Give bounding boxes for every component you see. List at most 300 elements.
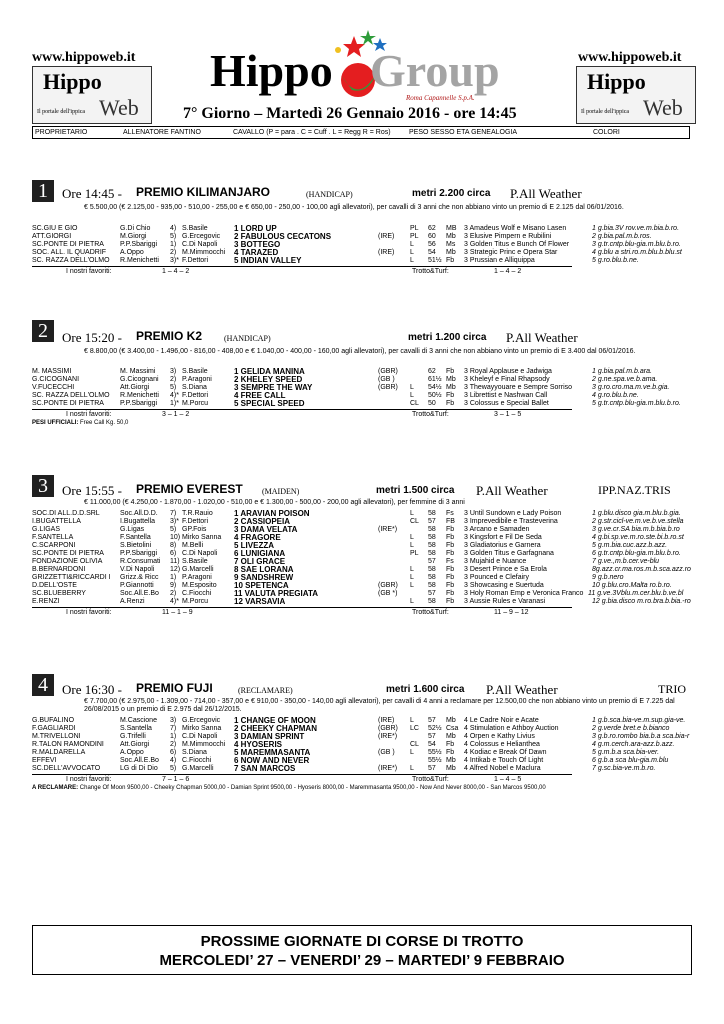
runner-weight: 62 bbox=[428, 225, 436, 232]
runner-row[interactable] bbox=[32, 534, 692, 542]
runner-colors: 6 g.b.a sca blu-gia.m.blu bbox=[592, 757, 669, 764]
next-race-days-banner bbox=[32, 925, 692, 975]
runner-weight: 57 bbox=[428, 590, 436, 597]
favorites-label: I nostri favoriti: bbox=[66, 268, 112, 275]
day-title: 7° Giorno – Martedì 26 Gennaio 2016 - ore 14:45 bbox=[183, 105, 517, 122]
race-time: Ore 15:55 - bbox=[62, 483, 122, 498]
runner-genealogy: 3 Until Sundown e Lady Poison bbox=[464, 510, 562, 517]
runner-draw: 8) bbox=[170, 542, 177, 549]
runner-sex: Fb bbox=[446, 392, 455, 399]
logo-hippo-text: Hippo bbox=[587, 69, 646, 94]
runner-genealogy: 4 Colossus e Helianthea bbox=[464, 741, 540, 748]
runner-origin: (GB ) bbox=[378, 376, 395, 383]
runner-draw: 2) bbox=[170, 741, 177, 748]
runner-equipment: L bbox=[410, 566, 414, 573]
favorites-label: I nostri favoriti: bbox=[66, 411, 112, 418]
race-number: 3 bbox=[32, 475, 54, 497]
runner-row[interactable] bbox=[32, 249, 692, 257]
runner-draw: 6) bbox=[170, 550, 177, 557]
runner-genealogy: 3 Showcasing e Suertuda bbox=[464, 582, 544, 589]
runner-colors: 10 g.blu.cro.Malta ro.b.ro. bbox=[592, 582, 672, 589]
runner-owner: G.CICOGNANI bbox=[32, 376, 80, 383]
runner-origin: (GBR) bbox=[378, 368, 398, 375]
race-bet: IPP.NAZ.TRIS bbox=[598, 483, 671, 497]
runner-draw: 7) bbox=[170, 725, 177, 732]
runner-weight: 62 bbox=[428, 368, 436, 375]
runner-weight: 58 bbox=[428, 534, 436, 541]
hippoweb-logo-right bbox=[576, 66, 696, 124]
favorites-tt-label: Trotto&Turf: bbox=[412, 776, 449, 783]
runner-genealogy: 4 Le Cadre Noir e Acate bbox=[464, 717, 539, 724]
runner-row[interactable] bbox=[32, 518, 692, 526]
runner-sex: Fb bbox=[446, 749, 455, 756]
race-note bbox=[32, 419, 128, 427]
runner-row[interactable] bbox=[32, 725, 692, 733]
runner-weight: 58 bbox=[428, 510, 436, 517]
runner-origin: (IRE) bbox=[378, 233, 395, 240]
runner-row[interactable] bbox=[32, 550, 692, 558]
runner-weight: 51½ bbox=[428, 257, 442, 264]
race-name: PREMIO K2 bbox=[136, 329, 203, 343]
runner-sex: Fb bbox=[446, 368, 455, 375]
runner-jockey: F.Dettori bbox=[182, 257, 209, 264]
runner-weight: 58 bbox=[428, 526, 436, 533]
favorites-our-picks: 3 – 1 – 2 bbox=[162, 411, 190, 418]
col-weight-header: PESO SESSO ETA GENEALOGIA bbox=[409, 129, 518, 136]
runner-weight: 60 bbox=[428, 233, 436, 240]
runner-colors: 7 g.sc.bia-ve.m.b.ro. bbox=[592, 765, 656, 772]
runner-sex: Fb bbox=[446, 534, 455, 541]
runner-genealogy: 4 Stimulation e Athboy Auction bbox=[464, 725, 559, 732]
runner-horse: 3 DAMA VELATA bbox=[234, 525, 298, 534]
runner-equipment: L bbox=[410, 582, 414, 589]
runner-horse: 1 ARAVIAN POISON bbox=[234, 509, 310, 518]
runner-sex: Fb bbox=[446, 590, 455, 597]
runner-genealogy: 3 Desert Prince e Sa Erola bbox=[464, 566, 547, 573]
logo-portal-text: Il portale dell'ippica bbox=[581, 109, 630, 115]
runner-colors: 2 g.bia.pal.m.b.ros. bbox=[592, 233, 652, 240]
runner-genealogy: 3 Royal Applause e Jadwiga bbox=[464, 368, 552, 375]
runner-row[interactable] bbox=[32, 510, 692, 518]
runner-genealogy: 3 Aussie Rules e Varanasi bbox=[464, 598, 546, 605]
runner-horse: 7 OLI GRACE bbox=[234, 557, 286, 566]
runner-row[interactable] bbox=[32, 225, 692, 233]
race-note-label: PESI UFFICIALI: bbox=[32, 420, 79, 426]
runner-jockey: S.Basile bbox=[182, 368, 208, 375]
runner-owner: G.BUFALINO bbox=[32, 717, 75, 724]
runner-owner: M.TRIVELLONI bbox=[32, 733, 81, 740]
runner-owner: SC.PONTE DI PIETRA bbox=[32, 550, 104, 557]
runner-trainer: G.Trifelli bbox=[120, 733, 146, 740]
runner-weight: 57 bbox=[428, 733, 436, 740]
favorites-row bbox=[32, 409, 572, 419]
runner-draw: 2) bbox=[170, 249, 177, 256]
runner-horse: 4 FRAGORE bbox=[234, 533, 281, 542]
runner-draw: 10) bbox=[170, 534, 181, 541]
race-surface: P.All Weather bbox=[506, 330, 578, 345]
runner-trainer: F.Santella bbox=[120, 534, 151, 541]
runner-jockey: S.Diana bbox=[182, 749, 207, 756]
runner-owner: FONDAZIONE OLIVIA bbox=[32, 558, 103, 565]
runner-trainer: Soc.All.E.Bo bbox=[120, 590, 159, 597]
race-number: 4 bbox=[32, 674, 54, 696]
runner-colors: 11 g.ve.3Vblu.m.cer.blu.b.ve.bl bbox=[588, 590, 684, 597]
runner-colors: 1 g.bia.pal.m.b.ara. bbox=[592, 368, 652, 375]
runner-genealogy: 3 Pounced e Clefairy bbox=[464, 574, 529, 581]
runner-trainer: M.Giorgi bbox=[120, 233, 147, 240]
brand-group-text: Group bbox=[370, 45, 500, 96]
favorites-tt-label: Trotto&Turf: bbox=[412, 268, 449, 275]
runner-weight: 52½ bbox=[428, 725, 442, 732]
runner-horse: 1 GELIDA MANINA bbox=[234, 367, 305, 376]
runner-row[interactable] bbox=[32, 400, 692, 408]
runner-row[interactable] bbox=[32, 733, 692, 741]
runner-genealogy: 3 Thewayyouare e Sempre Sorriso bbox=[464, 384, 573, 391]
favorites-tt-label: Trotto&Turf: bbox=[412, 411, 449, 418]
brand-hippo-text: Hippo bbox=[210, 45, 333, 96]
runner-horse: 1 CHANGE OF MOON bbox=[234, 716, 316, 725]
runner-jockey: P.Aragoni bbox=[182, 376, 212, 383]
runner-origin: (GBR) bbox=[378, 384, 398, 391]
runner-owner: GRIZZETTI&RICCARDI I bbox=[32, 574, 111, 581]
runner-owner: F.GAGLIARDI bbox=[32, 725, 76, 732]
race-note bbox=[32, 784, 546, 792]
runner-colors: 4 g.bi.sp.ve.m.ro.ste.bi.b.ro.st bbox=[592, 534, 684, 541]
runner-draw: 4) bbox=[170, 757, 177, 764]
runner-genealogy: 4 Kodiac e Break Of Dawn bbox=[464, 749, 547, 756]
runner-row[interactable] bbox=[32, 749, 692, 757]
favorites-our-picks: 1 – 4 – 2 bbox=[162, 268, 190, 275]
runner-row[interactable] bbox=[32, 582, 692, 590]
runner-row[interactable] bbox=[32, 392, 692, 400]
runner-row[interactable] bbox=[32, 765, 692, 773]
brand-subtitle: Roma Capannelle S.p.A. bbox=[406, 94, 475, 102]
runner-trainer: G.Cicognani bbox=[120, 376, 159, 383]
runner-owner: SOC.DI ALL.D.D.SRL bbox=[32, 510, 100, 517]
logo-web-text: Web bbox=[99, 95, 139, 120]
runner-trainer: Grizz.& Ricc bbox=[120, 574, 159, 581]
runner-owner: SC. RAZZA DELL'OLMO bbox=[32, 392, 110, 399]
runner-jockey: G.Marcelli bbox=[182, 765, 214, 772]
runner-row[interactable] bbox=[32, 558, 692, 566]
runner-jockey: M.Porcu bbox=[182, 598, 209, 605]
runner-sex: MB bbox=[446, 225, 457, 232]
runner-trainer: S.Santella bbox=[120, 725, 152, 732]
runner-jockey: M.Porcu bbox=[182, 400, 209, 407]
race-bet: TRIO bbox=[658, 682, 686, 696]
runner-jockey: Mirko Sanna bbox=[182, 534, 222, 541]
col-owner-header: PROPRIETARIO bbox=[35, 129, 88, 136]
runner-genealogy: 3 Kingsfort e Fil De Seda bbox=[464, 534, 542, 541]
runner-genealogy: 3 Elusive Pimpern e Rubilini bbox=[464, 233, 552, 240]
runner-horse: 2 CHEEKY CHAPMAN bbox=[234, 724, 317, 733]
runner-genealogy: 3 Librettist e Nashwan Call bbox=[464, 392, 548, 399]
runner-origin: (GBR) bbox=[378, 582, 398, 589]
runner-owner: R.MALDARELLA bbox=[32, 749, 86, 756]
runner-horse: 2 CASSIOPEIA bbox=[234, 517, 291, 526]
runner-row[interactable] bbox=[32, 566, 692, 574]
runner-horse: 4 FREE CALL bbox=[234, 391, 286, 400]
runner-row[interactable] bbox=[32, 717, 692, 725]
runner-trainer: Soc.All.E.Bo bbox=[120, 757, 159, 764]
runner-trainer: A.Oppo bbox=[120, 749, 144, 756]
runner-horse: 4 HYOSERIS bbox=[234, 740, 283, 749]
runner-equipment: L bbox=[410, 241, 414, 248]
runner-sex: Mb bbox=[446, 765, 456, 772]
runner-jockey: S.Diana bbox=[182, 384, 207, 391]
race-note-text: Change Of Moon 9500,00 - Cheeky Chapman 5000,00 - Damian Sprint 9500,00 - Hyoseris 8000,00 - Maremmasanta 9500,00 - Now And Never 8000,00 - San Marcos 9500,00 bbox=[78, 785, 546, 791]
runner-jockey: T.R.Rauio bbox=[182, 510, 213, 517]
runner-owner: SC.BLUEBERRY bbox=[32, 590, 86, 597]
runner-row[interactable] bbox=[32, 241, 692, 249]
favorites-our-picks: 11 – 1 – 9 bbox=[162, 609, 193, 616]
runner-draw: 4)* bbox=[170, 598, 179, 605]
runner-horse: 6 LUNIGIANA bbox=[234, 549, 286, 558]
runner-horse: 3 BOTTEGO bbox=[234, 240, 281, 249]
runner-sex: Fb bbox=[446, 598, 455, 605]
runner-trainer: S.Bietolini bbox=[120, 542, 152, 549]
runner-row[interactable] bbox=[32, 757, 692, 765]
favorites-tt-picks: 11 – 9 – 12 bbox=[494, 609, 529, 616]
runner-row[interactable] bbox=[32, 598, 692, 606]
runner-trainer: Att.Giorgi bbox=[120, 384, 150, 391]
runner-colors: 3 g.ve.cr.SA bia.m.b.bia.b.ro bbox=[592, 526, 680, 533]
runner-weight: 56 bbox=[428, 241, 436, 248]
runner-trainer: P.P.Sbariggi bbox=[120, 400, 158, 407]
race-surface: P.All Weather bbox=[510, 186, 582, 201]
race-2 bbox=[32, 320, 692, 440]
race-prize: € 8.800,00 (€ 3.400,00 - 1.496,00 - 816,00 - 408,00 e € 1.040,00 - 400,00 - 160,00 agli allevatori), per cavalli di 3 anni che non abbiano vinto un premio di E 3.400 dal 06/01/2016. bbox=[84, 348, 636, 355]
runner-horse: 4 TARAZED bbox=[234, 248, 279, 257]
runner-trainer: P.P.Sbariggi bbox=[120, 550, 158, 557]
runner-colors: 4 g.blu a stri.ro.m.blu.b.blu.st bbox=[592, 249, 682, 256]
favorites-row bbox=[32, 774, 572, 784]
runner-row[interactable] bbox=[32, 368, 692, 376]
runner-genealogy: 3 Imprevedibile e Trasteverina bbox=[464, 518, 558, 525]
runner-trainer: P.P.Sbariggi bbox=[120, 241, 158, 248]
site-url-left[interactable]: www.hippoweb.it bbox=[32, 50, 136, 65]
runner-draw: 2) bbox=[170, 590, 177, 597]
runner-genealogy: 3 Mujahid e Nuance bbox=[464, 558, 527, 565]
runner-row[interactable] bbox=[32, 542, 692, 550]
runner-weight: 50 bbox=[428, 400, 436, 407]
hippogroup-logo bbox=[210, 28, 520, 104]
runner-trainer: G.Ligas bbox=[120, 526, 145, 533]
favorites-label: I nostri favoriti: bbox=[66, 609, 112, 616]
runner-trainer: P.Giannotti bbox=[120, 582, 154, 589]
column-header-bar bbox=[32, 126, 690, 139]
runner-colors: 3 g.ro.cro.ma.m.ve.b.gia. bbox=[592, 384, 670, 391]
favorites-row bbox=[32, 266, 572, 276]
runner-row[interactable] bbox=[32, 590, 692, 598]
runner-draw: 2) bbox=[170, 376, 177, 383]
race-4 bbox=[32, 674, 692, 814]
runner-equipment: L bbox=[410, 765, 414, 772]
runner-equipment: L bbox=[410, 717, 414, 724]
runner-row[interactable] bbox=[32, 574, 692, 582]
runner-draw: 3)* bbox=[170, 518, 179, 525]
runner-horse: 3 SEMPRE THE WAY bbox=[234, 383, 313, 392]
race-distance: metri 2.200 circa bbox=[412, 188, 491, 199]
runner-weight: 58 bbox=[428, 566, 436, 573]
runner-draw: 5) bbox=[170, 233, 177, 240]
runner-horse: 10 SPETENCA bbox=[234, 581, 289, 590]
runner-trainer: R.Menichetti bbox=[120, 392, 159, 399]
runner-jockey: M.Mimmocchi bbox=[182, 741, 226, 748]
runner-horse: 2 KHELEY SPEED bbox=[234, 375, 303, 384]
race-type: (HANDICAP) bbox=[306, 190, 353, 199]
runner-colors: 6 g.tr.cntp.blu-gia.m.blu.b.ro. bbox=[592, 550, 681, 557]
col-trainer-header: ALLENATORE FANTINO bbox=[123, 129, 201, 136]
runner-horse: 2 FABULOUS CECATONS bbox=[234, 232, 332, 241]
runner-jockey: Mirko Sanna bbox=[182, 725, 222, 732]
runner-draw: 4)* bbox=[170, 392, 179, 399]
runner-owner: D.DELL'OSTE bbox=[32, 582, 77, 589]
runner-owner: SC.DELL'AVVOCATO bbox=[32, 765, 101, 772]
runner-trainer: I.Bugattella bbox=[120, 518, 156, 525]
runner-genealogy: 3 Golden Titus e Bunch Of Flower bbox=[464, 241, 570, 248]
runner-sex: Mb bbox=[446, 376, 456, 383]
site-url-right[interactable]: www.hippoweb.it bbox=[578, 50, 682, 65]
runner-genealogy: 3 Prussian e Alliquippa bbox=[464, 257, 535, 264]
runner-jockey: C.Fiocchi bbox=[182, 590, 212, 597]
runner-sex: Mb bbox=[446, 384, 456, 391]
runner-draw: 3) bbox=[170, 717, 177, 724]
runner-weight: 58 bbox=[428, 542, 436, 549]
runner-owner: SC.GIU E GIO bbox=[32, 225, 78, 232]
race-name: PREMIO FUJI bbox=[136, 681, 213, 695]
favorites-tt-picks: 1 – 4 – 5 bbox=[494, 776, 522, 783]
runner-jockey: F.Dettori bbox=[182, 392, 209, 399]
race-prize: € 5.500,00 (€ 2.125,00 - 935,00 - 510,00 - 255,00 e € 650,00 - 250,00 - 100,00 agli allevatori), per cavalli di 3 anni che non abbiano vinto un premio di E 2.125 dal 06/01/2016. bbox=[84, 204, 624, 211]
runner-sex: Mb bbox=[446, 733, 456, 740]
runner-row[interactable] bbox=[32, 233, 692, 241]
runner-sex: Fb bbox=[446, 257, 455, 264]
runner-row[interactable] bbox=[32, 257, 692, 265]
runner-horse: 3 DAMIAN SPRINT bbox=[234, 732, 305, 741]
runner-equipment: L bbox=[410, 257, 414, 264]
race-time: Ore 14:45 - bbox=[62, 186, 122, 201]
runner-colors: 4 g.m.cerch.ara-azz.b.azz. bbox=[592, 741, 675, 748]
runner-row[interactable] bbox=[32, 376, 692, 384]
banner-line-2: MERCOLEDI’ 27 – VENERDI’ 29 – MARTEDI’ 9 FEBBRAIO bbox=[159, 952, 565, 969]
runner-equipment: PL bbox=[410, 233, 419, 240]
runner-colors: 2 g.ne.spa.ve.b.ama. bbox=[592, 376, 658, 383]
runner-draw: 11) bbox=[170, 558, 180, 565]
runner-owner: SC. RAZZA DELL'OLMO bbox=[32, 257, 110, 264]
runner-sex: Fb bbox=[446, 550, 455, 557]
runner-trainer: M.Cascione bbox=[120, 717, 157, 724]
runner-colors: 1 g.bia.3V rov.ve.m.bia.b.ro. bbox=[592, 225, 680, 232]
runner-owner: R.TALON RAMONDINI bbox=[32, 741, 104, 748]
runner-jockey: C.Fiocchi bbox=[182, 757, 212, 764]
runner-sex: Ms bbox=[446, 241, 456, 248]
runner-draw: 7) bbox=[170, 510, 177, 517]
runner-draw: 5) bbox=[170, 765, 177, 772]
race-surface: P.All Weather bbox=[476, 483, 548, 498]
runner-jockey: P.Aragoni bbox=[182, 574, 212, 581]
runner-jockey: G.Ercegovic bbox=[182, 717, 221, 724]
logo-web-text: Web bbox=[643, 95, 683, 120]
favorites-our-picks: 7 – 1 – 6 bbox=[162, 776, 190, 783]
logo-portal-text: Il portale dell'ippica bbox=[37, 109, 86, 115]
runner-owner: C.SCARPONI bbox=[32, 542, 76, 549]
runner-weight: 54½ bbox=[428, 384, 442, 391]
favorites-label: I nostri favoriti: bbox=[66, 776, 112, 783]
runner-draw: 1) bbox=[170, 241, 177, 248]
race-prize: € 7.700,00 (€ 2.975,00 - 1.309,00 - 714,00 - 357,00 e € 910,00 - 350,00 - 140,00 agli allevatori), per cavalli di 4 anni a reclamare per 12.500,00 che non abbiano vinto un premio di E 7.225 dal 26/08/2015 o un premio di E 2.975 dal 26/12/2015. bbox=[84, 698, 675, 713]
runner-equipment: L bbox=[410, 542, 414, 549]
runner-origin: (IRE*) bbox=[378, 765, 398, 772]
runner-draw: 12) bbox=[170, 566, 181, 573]
runner-sex: Fs bbox=[446, 558, 454, 565]
runner-genealogy: 3 Amadeus Wolf e Misano Lasen bbox=[464, 225, 567, 232]
runner-sex: Fb bbox=[446, 400, 455, 407]
runner-equipment: L bbox=[410, 249, 414, 256]
race-type: (RECLAMARE) bbox=[238, 686, 293, 695]
runner-sex: FB bbox=[446, 518, 455, 525]
runner-weight: 58 bbox=[428, 582, 436, 589]
runner-trainer: R.Consumati bbox=[120, 558, 161, 565]
runner-origin: (IRE) bbox=[378, 717, 395, 724]
runner-equipment: L bbox=[410, 574, 414, 581]
runner-horse: 5 LIVEZZA bbox=[234, 541, 275, 550]
runner-jockey: G.Ercegovic bbox=[182, 233, 221, 240]
runner-row[interactable] bbox=[32, 384, 692, 392]
runner-sex: Fb bbox=[446, 566, 455, 573]
runner-sex: Fb bbox=[446, 542, 455, 549]
runner-colors: 7 g.ve.,m.b.cer.ve-blu bbox=[592, 558, 660, 565]
runner-row[interactable] bbox=[32, 741, 692, 749]
runner-owner: SOC. ALL. IL QUADRIF bbox=[32, 249, 107, 256]
runner-equipment: LC bbox=[410, 725, 419, 732]
runner-draw: 1) bbox=[170, 574, 177, 581]
runner-equipment: L bbox=[410, 598, 414, 605]
runner-sex: Fb bbox=[446, 582, 455, 589]
col-horse-header: CAVALLO (P = para . C = Cuff . L = Regg R = Ros) bbox=[233, 129, 391, 136]
runner-owner: F.SANTELLA bbox=[32, 534, 74, 541]
runner-colors: 5 g.m.bia.cuc.azz.b.azz. bbox=[592, 542, 668, 549]
runner-horse: 9 SANDSHREW bbox=[234, 573, 294, 582]
runner-colors: 3 g.tr.cntp.blu-gia.m.blu.b.ro. bbox=[592, 241, 681, 248]
runner-colors: 2 g.str.cicl-ve.m.ve.b.ve.stella bbox=[592, 518, 684, 525]
race-note-text: Free Call Kg. 50,0 bbox=[78, 420, 129, 426]
runner-trainer: V.Di Napoli bbox=[120, 566, 155, 573]
runner-colors: 5 g.m.b.a sca.bia-ver. bbox=[592, 749, 660, 756]
runner-jockey: F.Dettori bbox=[182, 518, 209, 525]
race-1 bbox=[32, 180, 692, 290]
runner-jockey: M.Belli bbox=[182, 542, 204, 549]
runner-genealogy: 3 Golden Titus e Garfagnana bbox=[464, 550, 554, 557]
runner-row[interactable] bbox=[32, 526, 692, 534]
runner-genealogy: 4 Orpen e Kathy Livius bbox=[464, 733, 535, 740]
runner-colors: 5 g.ro.blu.b.ne. bbox=[592, 257, 639, 264]
runner-draw: 1)* bbox=[170, 400, 179, 407]
runner-horse: 1 LORD UP bbox=[234, 224, 277, 233]
runner-colors: 3 g.b.ro.rombo bia.b.a sca.bia-r bbox=[592, 733, 690, 740]
col-colors-header: COLORI bbox=[593, 129, 620, 136]
runner-colors: 1 g.blu.disco gia.m.blu.b.gia. bbox=[592, 510, 681, 517]
runner-jockey: GP.Fois bbox=[182, 526, 207, 533]
runner-genealogy: 4 Intikab e Touch Of Light bbox=[464, 757, 544, 764]
runner-trainer: LG di Di Dio bbox=[120, 765, 158, 772]
favorites-tt-picks: 1 – 4 – 2 bbox=[494, 268, 522, 275]
runner-genealogy: 3 Kheleyf e Final Rhapsody bbox=[464, 376, 550, 383]
runner-horse: 6 NOW AND NEVER bbox=[234, 756, 310, 765]
runner-owner: ATT.GIORGI bbox=[32, 233, 72, 240]
race-time: Ore 15:20 - bbox=[62, 330, 122, 345]
runner-sex: Fb bbox=[446, 526, 455, 533]
